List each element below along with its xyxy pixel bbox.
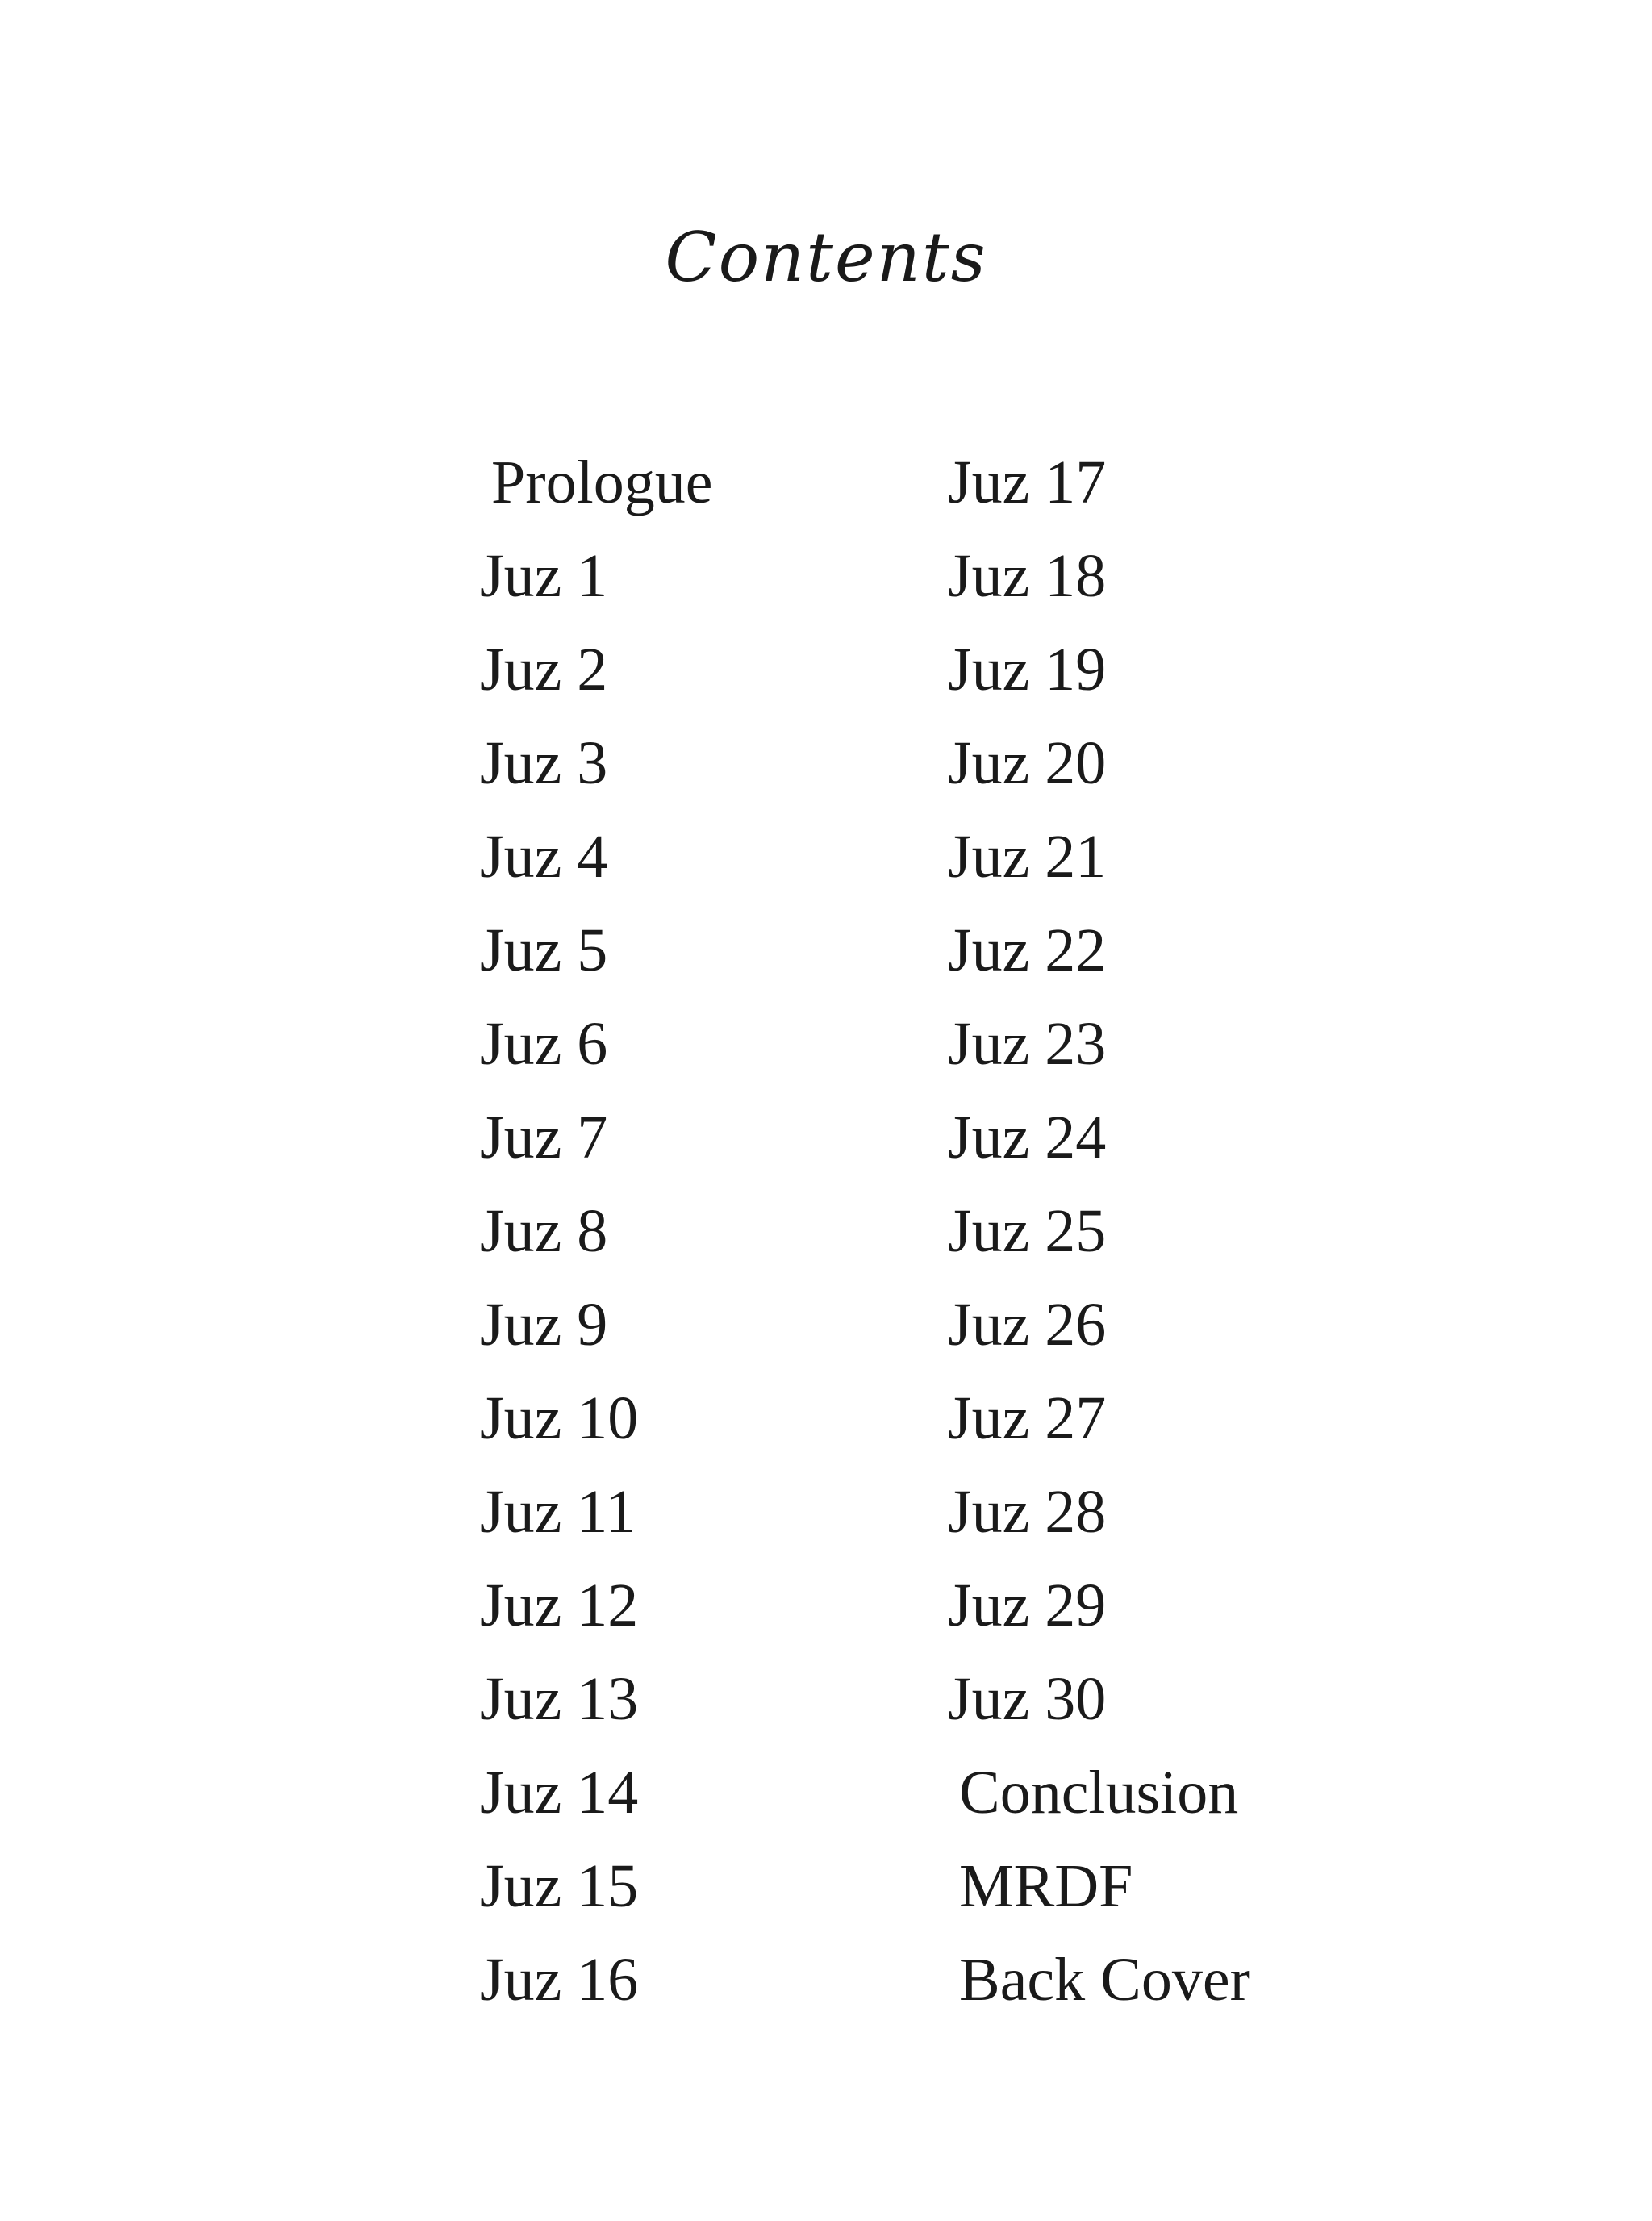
contents-entry: Juz 29 [948, 1572, 1107, 1639]
contents-entry: Juz 11 [480, 1478, 636, 1546]
contents-entry: Juz 15 [480, 1852, 639, 1920]
contents-entry: Juz 25 [948, 1197, 1107, 1265]
contents-entry: Juz 22 [948, 916, 1107, 984]
contents-entry: Juz 19 [948, 636, 1107, 703]
contents-entry: Juz 3 [480, 729, 608, 797]
contents-entry: Juz 17 [948, 449, 1107, 516]
contents-entry: MRDF [959, 1852, 1133, 1920]
contents-entry: Back Cover [959, 1946, 1250, 2014]
page-title: Contents [665, 218, 987, 297]
contents-entry: Juz 28 [948, 1478, 1107, 1546]
contents-entry: Juz 26 [948, 1291, 1107, 1359]
contents-entry: Juz 4 [480, 823, 608, 891]
contents-entry: Juz 12 [480, 1572, 639, 1639]
contents-entry: Juz 23 [948, 1010, 1107, 1078]
contents-entry: Juz 8 [480, 1197, 608, 1265]
contents-entry: Juz 21 [948, 823, 1107, 891]
contents-entry: Prologue [491, 449, 713, 516]
contents-list-right [948, 436, 1250, 2027]
contents-entry: Conclusion [959, 1759, 1239, 1826]
contents-entry: Juz 30 [948, 1665, 1107, 1733]
contents-entry: Juz 5 [480, 916, 608, 984]
contents-entry: Juz 14 [480, 1759, 639, 1826]
contents-entry: Juz 18 [948, 542, 1107, 610]
contents-entry: Juz 27 [948, 1384, 1107, 1452]
contents-entry: Juz 13 [480, 1665, 639, 1733]
contents-entry: Juz 16 [480, 1946, 639, 2014]
contents-entry: Juz 9 [480, 1291, 608, 1359]
contents-entry: Juz 6 [480, 1010, 608, 1078]
contents-entry: Juz 10 [480, 1384, 639, 1452]
contents-entry: Juz 2 [480, 636, 608, 703]
contents-entry: Juz 24 [948, 1104, 1107, 1171]
contents-entry: Juz 20 [948, 729, 1107, 797]
contents-list-left [480, 436, 712, 2027]
contents-entry: Juz 1 [480, 542, 608, 610]
contents-entry: Juz 7 [480, 1104, 608, 1171]
